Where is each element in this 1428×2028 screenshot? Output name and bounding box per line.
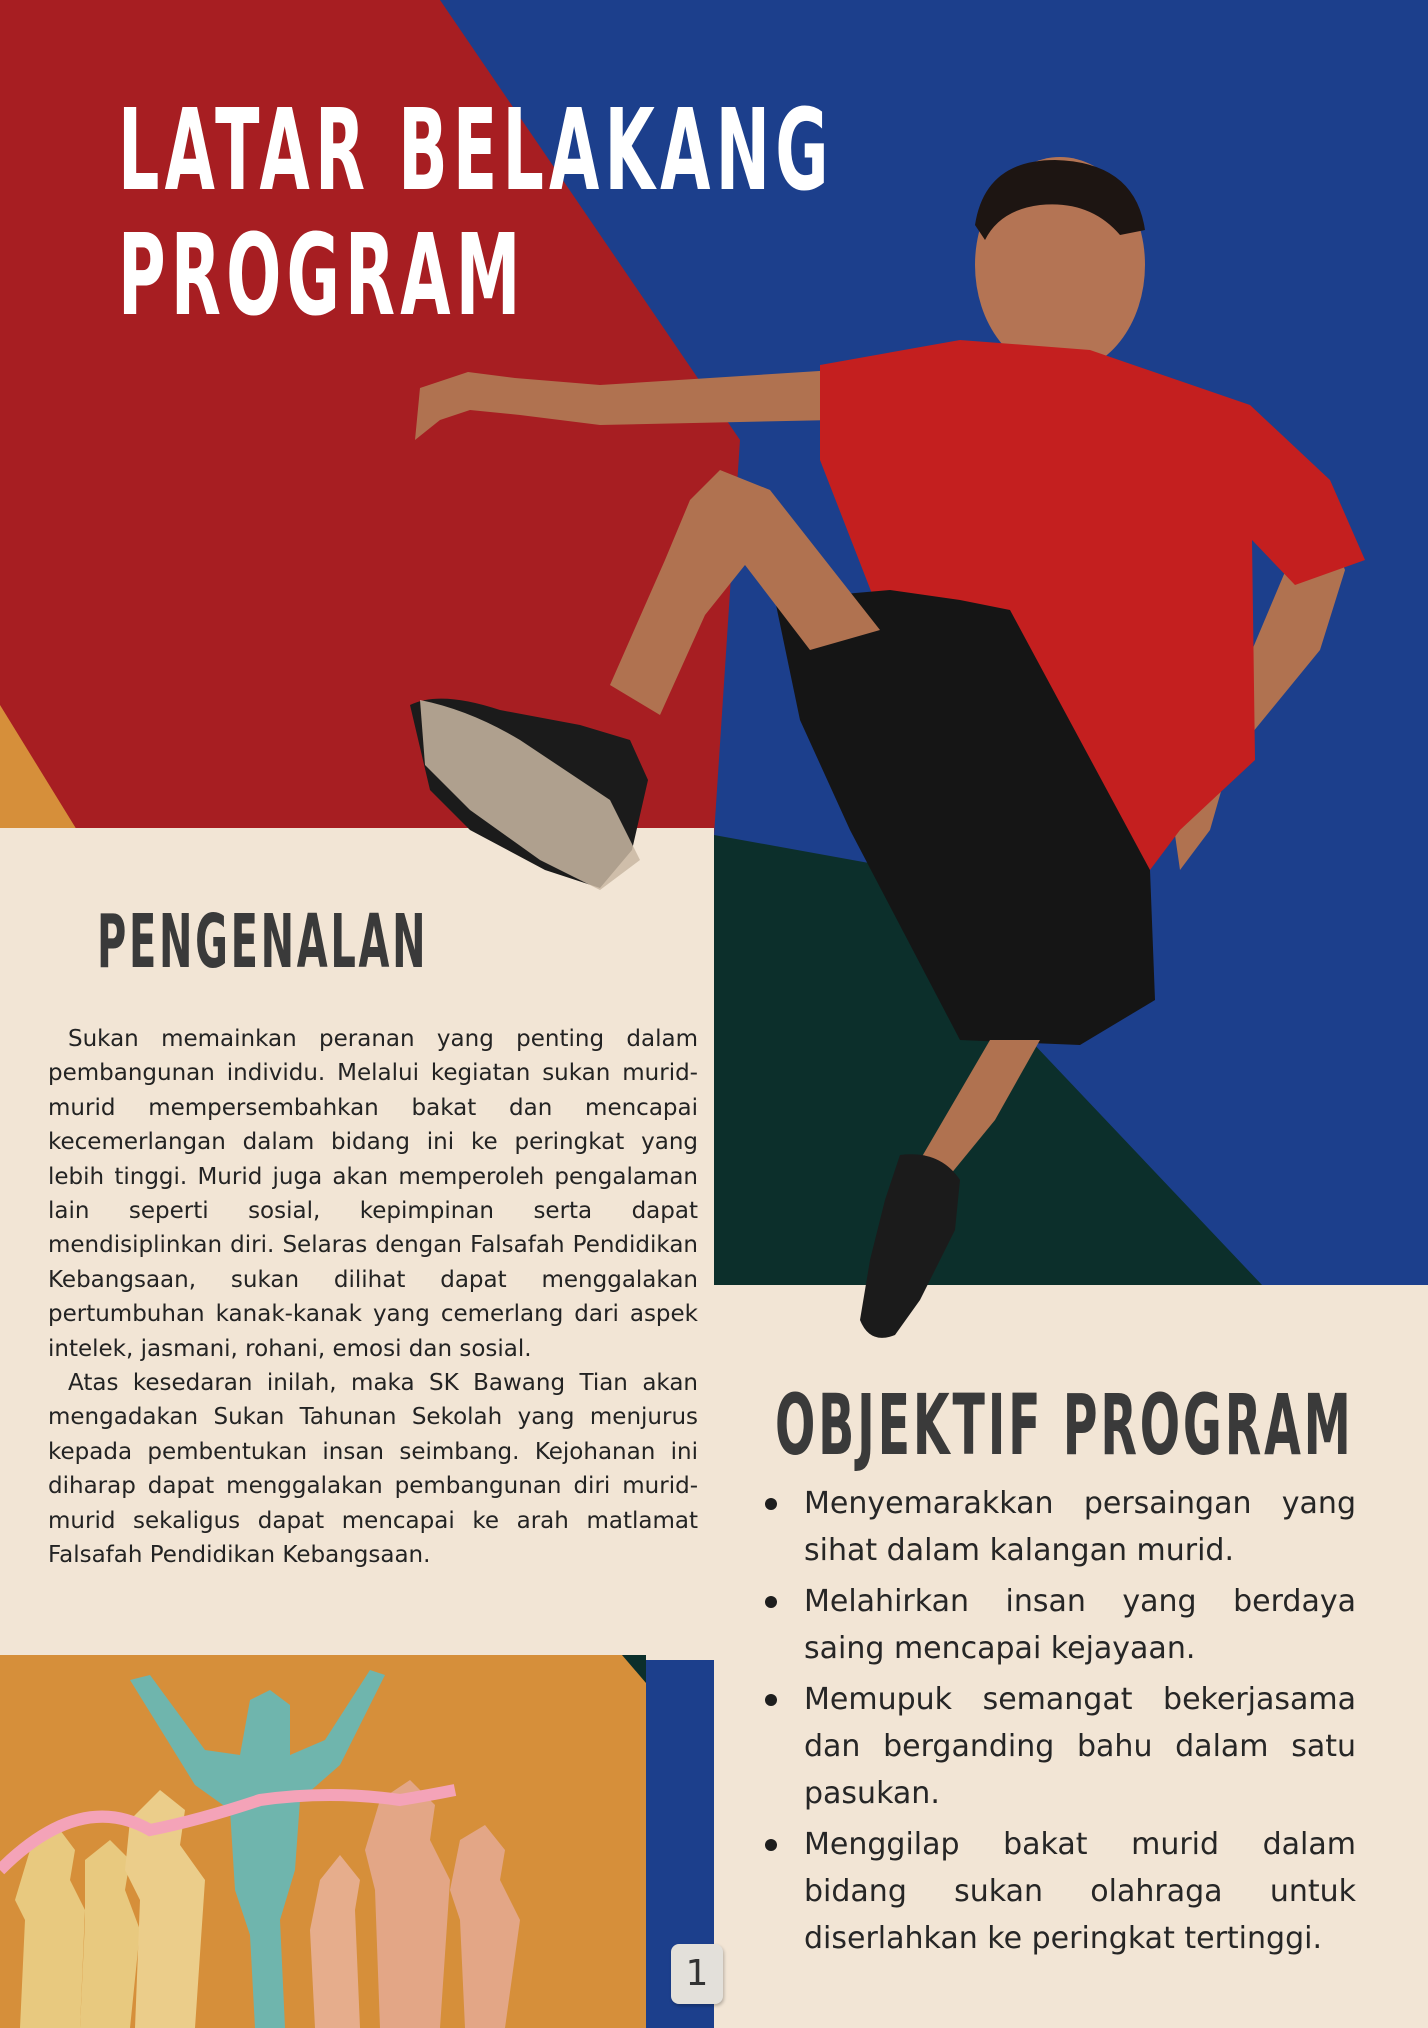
objective-text: Menggilap bakat murid dalam bidang sukan olahraga untuk diserlahkan ke peringkat tertinggi.: [804, 1827, 1356, 1956]
objective-item: [762, 1480, 1356, 1574]
objectives-heading: OBJEKTIF PROGRAM: [775, 1376, 1354, 1474]
bullet-icon: [765, 1694, 777, 1706]
title-line-1: LATAR BELAKANG: [118, 86, 834, 216]
title-line-2: PROGRAM: [118, 211, 526, 341]
objective-text: Melahirkan insan yang berdaya saing mencapai kejayaan.: [804, 1584, 1356, 1666]
objective-item: [762, 1578, 1356, 1672]
objective-text: Memupuk semangat bekerjasama dan berganding bahu dalam satu pasukan.: [804, 1682, 1356, 1811]
objectives-list: [762, 1480, 1356, 1966]
introduction-paragraph: Atas kesedaran inilah, maka SK Bawang Tian akan mengadakan Sukan Tahunan Sekolah yang menjurus kepada pembentukan insan seimbang. Kejohanan ini diharap dapat menggalakan pembangunan diri murid-murid sekaligus dapat mencapai ke arah matlamat Falsafah Pendidikan Kebangsaan.: [48, 1370, 698, 1569]
page-number: 1: [671, 1944, 723, 2004]
introduction-body: [48, 1022, 698, 1573]
bullet-icon: [765, 1596, 777, 1608]
objective-item: [762, 1821, 1356, 1962]
introduction-heading: PENGENALAN: [97, 899, 429, 985]
bullet-icon: [765, 1839, 777, 1851]
bullet-icon: [765, 1498, 777, 1510]
objective-text: Menyemarakkan persaingan yang sihat dalam kalangan murid.: [804, 1486, 1356, 1568]
introduction-paragraph: Sukan memainkan peranan yang penting dalam pembangunan individu. Melalui kegiatan sukan murid-murid mempersembahkan bakat dan mencapai kecemerlangan dalam bidang ini ke peringkat yang lebih tinggi. Murid juga akan memperoleh pengalaman lain seperti sosial, kepimpinan serta dapat mendisiplinkan diri. Selaras dengan Falsafah Pendidikan Kebangsaan, sukan dilihat dapat menggalakan pertumbuhan kanak-kanak yang cemerlang dari aspek intelek, jasmani, rohani, emosi dan sosial.: [48, 1026, 698, 1362]
objective-item: [762, 1676, 1356, 1817]
